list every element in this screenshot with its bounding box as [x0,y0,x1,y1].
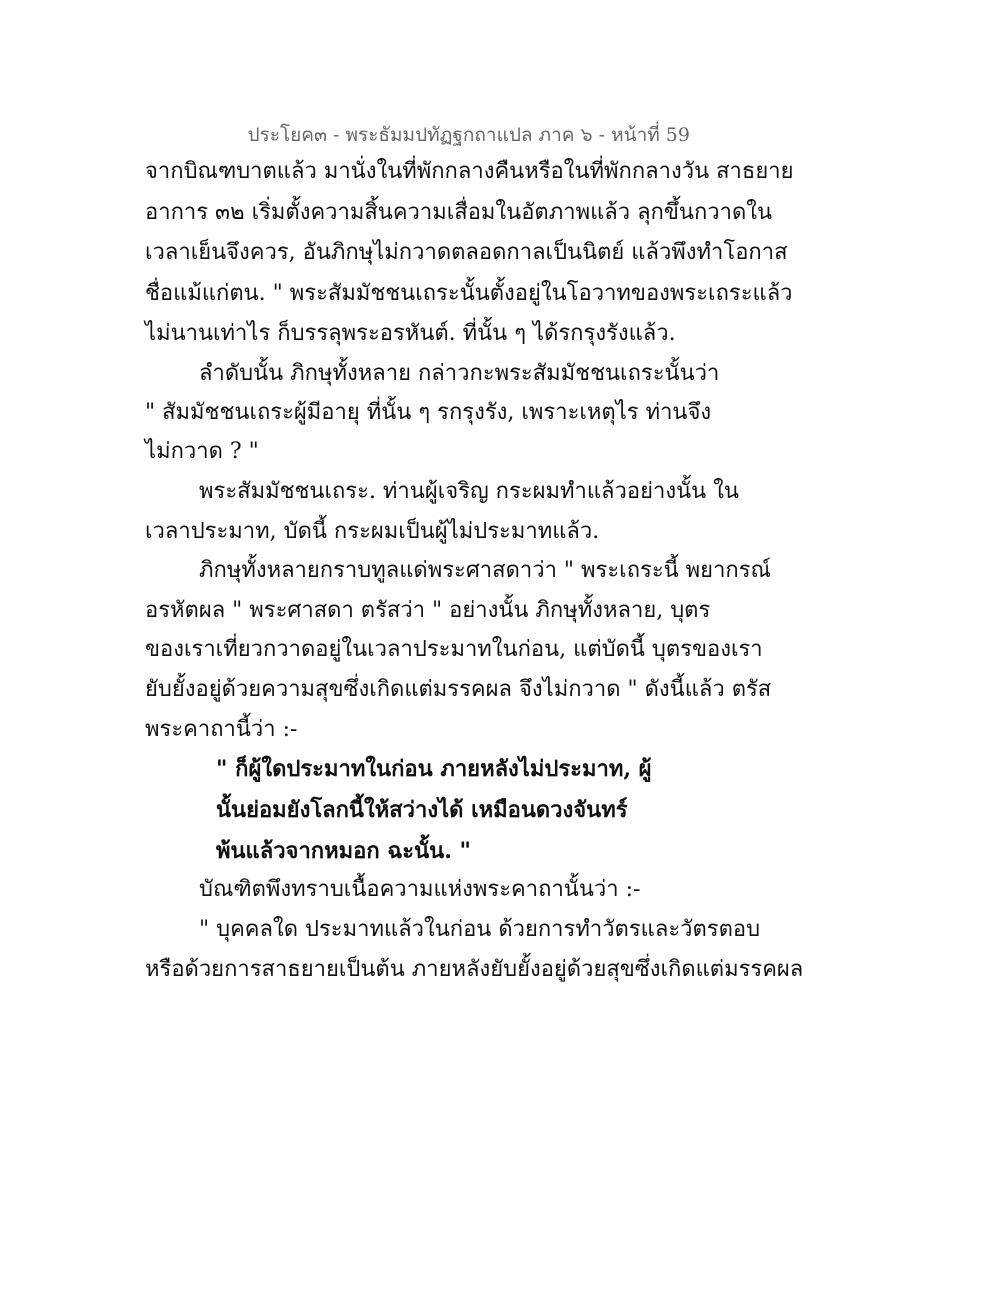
body-line: ไม่กวาด ? " [145,439,259,464]
body-line-indented: ลำดับนั้น ภิกษุทั้งหลาย กล่าวกะพระสัมมัชชนเถระนั้นว่า [199,361,720,386]
verse-line: พ้นแล้วจากหมอก ฉะนั้น. " [216,838,471,864]
body-line: ไม่นานเท่าไร ก็บรรลุพระอรหันต์. ที่นั้น ๆ ได้รกรุงรังแล้ว. [145,321,676,346]
body-line: อรหัตผล " พระศาสดา ตรัสว่า " อย่างนั้น ภิกษุทั้งหลาย, บุตร [145,598,711,623]
page-header: ประโยค๓ - พระธัมมปทัฏฐกถาแปล ภาค ๖ - หน้าที่ 59 [247,124,690,146]
body-line: ยับยั้งอยู่ด้วยความสุขซึ่งเกิดแต่มรรคผล จึงไม่กวาด " ดังนี้แล้ว ตรัส [145,677,772,702]
body-line: " สัมมัชชนเถระผู้มีอายุ ที่นั้น ๆ รกรุงรัง, เพราะเหตุไร ท่านจึง [145,400,712,425]
body-line-indented: พระสัมมัชชนเถระ. ท่านผู้เจริญ กระผมทำแล้วอย่างนั้น ใน [199,479,739,504]
verse-line: นั้นย่อมยังโลกนี้ให้สว่างได้ เหมือนดวงจันทร์ [216,797,628,823]
body-line: พระคาถานี้ว่า :- [145,717,298,742]
body-line: หรือด้วยการสาธยายเป็นต้น ภายหลังยับยั้งอยู่ด้วยสุขซึ่งเกิดแต่มรรคผล [145,957,804,982]
body-line: ของเราเที่ยวกวาดอยู่ในเวลาประมาทในก่อน, แต่บัดนี้ บุตรของเรา [145,637,763,662]
body-line: เวลาประมาท, บัดนี้ กระผมเป็นผู้ไม่ประมาทแล้ว. [145,519,600,544]
body-line-indented: ภิกษุทั้งหลายกราบทูลแด่พระศาสดาว่า " พระเถระนี้ พยากรณ์ [199,558,771,583]
verse-line: " ก็ผู้ใดประมาทในก่อน ภายหลังไม่ประมาท, ผู้ [216,756,652,782]
body-line-indented: บัณฑิตพึงทราบเนื้อความแห่งพระคาถานั้นว่า :- [199,877,641,902]
body-line: เวลาเย็นจึงควร, อันภิกษุไม่กวาดตลอดกาลเป็นนิตย์ แล้วพึงทำโอกาส [145,240,788,265]
body-line: อาการ ๓๒ เริ่มตั้งความสิ้นความเสื่อมในอัตภาพแล้ว ลุกขึ้นกวาดใน [145,200,773,225]
body-line: ชื่อแม้แก่ตน. " พระสัมมัชชนเถระนั้นตั้งอยู่ในโอวาทของพระเถระแล้ว [145,281,793,306]
body-line: จากบิณฑบาตแล้ว มานั่งในที่พักกลางคืนหรือในที่พักกลางวัน สาธยาย [145,159,794,184]
body-line-indented: " บุคคลใด ประมาทแล้วในก่อน ด้วยการทำวัตรและวัตรตอบ [199,917,761,942]
